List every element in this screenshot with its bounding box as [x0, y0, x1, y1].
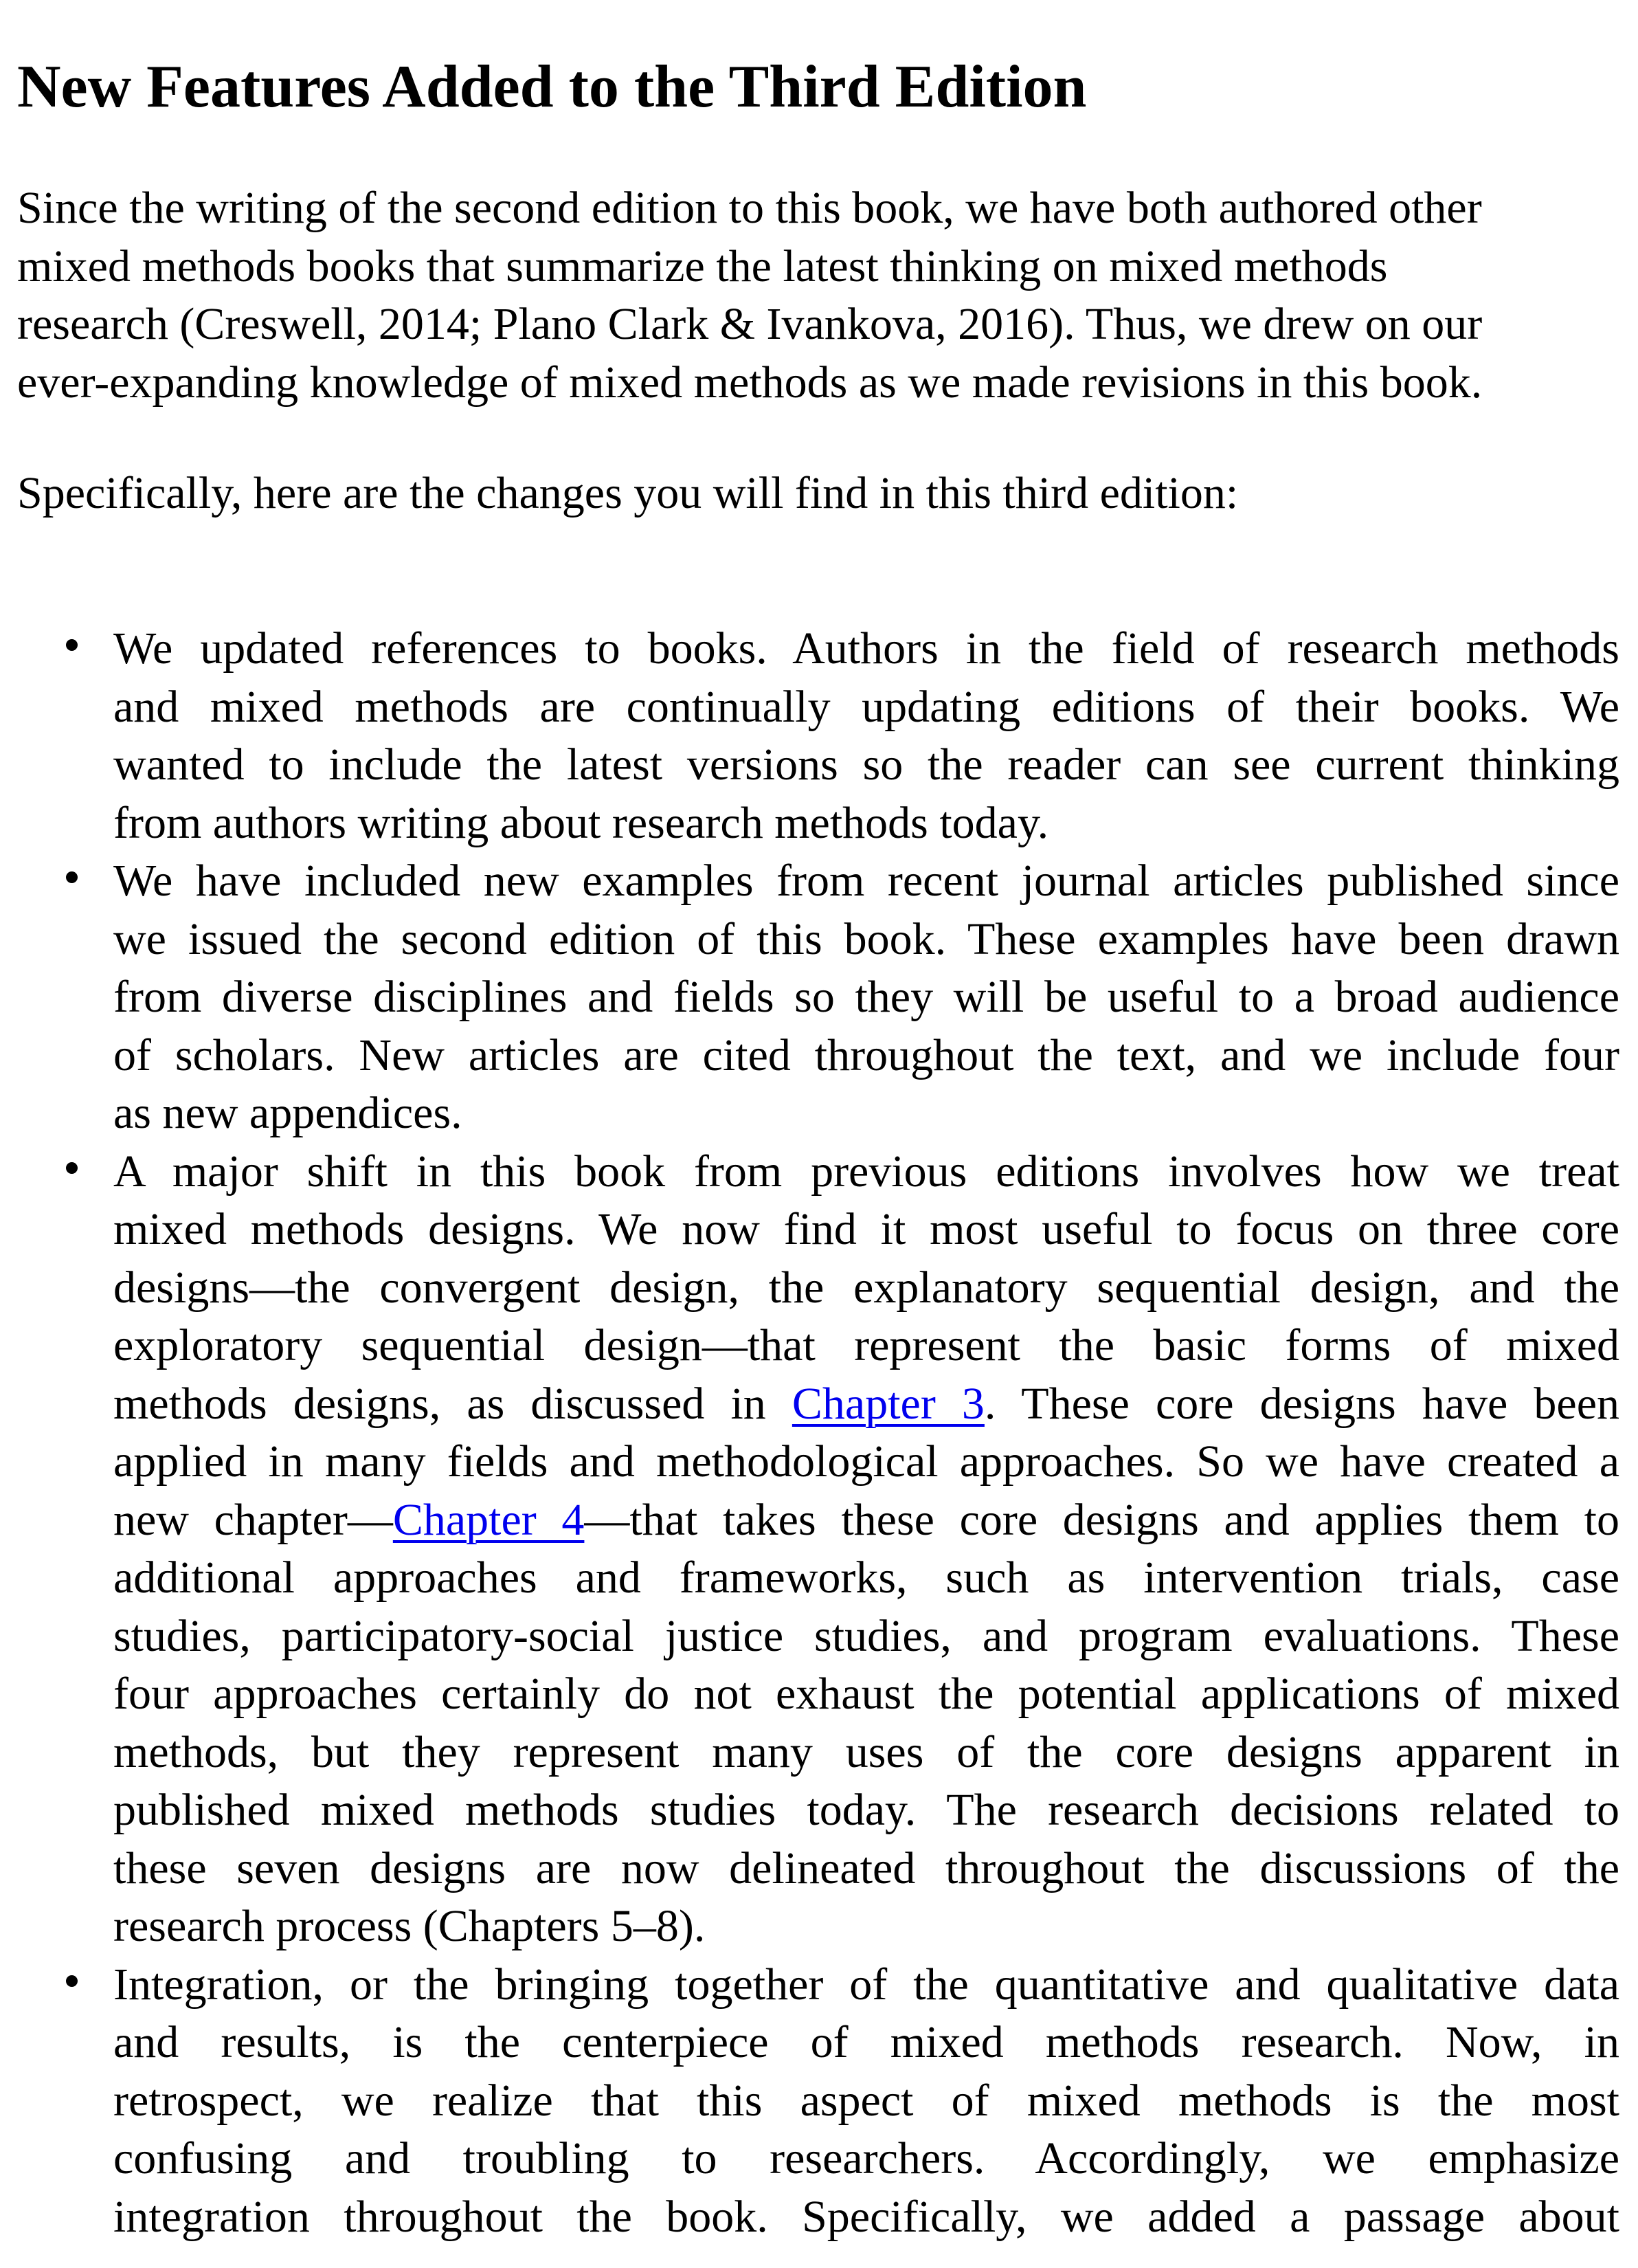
text-line: studies, participatory-social justice studies, and program evaluations. These	[113, 1610, 1619, 1661]
text-segment: —that takes these core designs and applies them to	[584, 1494, 1619, 1545]
bullet-icon	[66, 871, 78, 883]
text-line: of scholars. New articles are cited throughout the text, and we include four	[113, 1030, 1619, 1080]
text-line: from authors writing about research methods today.	[113, 797, 1049, 848]
text-line: wanted to include the latest versions so the reader can see current thinking	[113, 740, 1619, 790]
bullet-icon	[66, 1975, 78, 1987]
text-line: published mixed methods studies today. The research decisions related to	[113, 1785, 1619, 1835]
lead-paragraph	[17, 465, 1625, 523]
text-line: A major shift in this book from previous editions involves how we treat	[113, 1146, 1619, 1197]
bullet-icon	[66, 639, 78, 651]
chapter-4-link[interactable]: Chapter 4	[392, 1494, 585, 1545]
text-line	[113, 1375, 1619, 1434]
intro-line: Since the writing of the second edition to this book, we have both authored other	[17, 183, 1482, 233]
text-line: these seven designs are now delineated throughout the discussions of the	[113, 1843, 1619, 1893]
text-line: applied in many fields and methodological approaches. So we have created a	[113, 1436, 1619, 1487]
intro-line: ever-expanding knowledge of mixed methods as we made revisions in this book.	[17, 357, 1483, 408]
text-segment: . These core designs have been	[984, 1378, 1619, 1429]
text-segment: new chapter—	[113, 1494, 393, 1545]
text-line: We updated references to books. Authors in the field of research methods	[113, 623, 1619, 674]
text-line	[113, 1491, 1619, 1550]
list-item-text	[113, 620, 1619, 852]
text-line: integration throughout the book. Specifically, we added a passage about	[113, 2191, 1619, 2242]
list-item-integration	[0, 1956, 1638, 2247]
list-item-text	[113, 852, 1619, 1143]
bullet-icon	[66, 1162, 78, 1174]
text-line: mixed methods designs. We now find it most useful to focus on three core	[113, 1204, 1619, 1254]
changes-list	[0, 620, 1638, 2246]
intro-line: mixed methods books that summarize the latest thinking on mixed methods	[17, 241, 1388, 291]
text-line: exploratory sequential design—that represent the basic forms of mixed	[113, 1320, 1619, 1370]
text-line: as new appendices.	[113, 1088, 462, 1138]
text-line: Integration, or the bringing together of the quantitative and qualitative data	[113, 1959, 1619, 2010]
text-line: additional approaches and frameworks, such as intervention trials, case	[113, 1553, 1619, 1603]
text-line: designs—the convergent design, the explanatory sequential design, and the	[113, 1262, 1619, 1313]
text-line: we issued the second edition of this book. These examples have been drawn	[113, 913, 1619, 964]
section-heading: New Features Added to the Third Edition	[17, 54, 1087, 120]
text-line: confusing and troubling to researchers. Accordingly, we emphasize	[113, 2133, 1619, 2183]
intro-line: research (Creswell, 2014; Plano Clark & Ivankova, 2016). Thus, we drew on our	[17, 299, 1483, 349]
text-line: four approaches certainly do not exhaust the potential applications of mixed	[113, 1669, 1619, 1719]
list-item-text	[113, 1143, 1619, 1956]
list-item-design-shift	[0, 1143, 1638, 1956]
list-item-text	[113, 1956, 1619, 2247]
text-line: from diverse disciplines and fields so they will be useful to a broad audience	[113, 972, 1619, 1022]
text-line: retrospect, we realize that this aspect of mixed methods is the most	[113, 2075, 1619, 2126]
chapter-3-link[interactable]: Chapter 3	[792, 1378, 985, 1429]
text-segment: methods designs, as discussed in	[113, 1378, 792, 1429]
list-item-updated-references	[0, 620, 1638, 852]
text-line: research process (Chapters 5–8).	[113, 1901, 706, 1951]
text-line: and mixed methods are continually updating editions of their books. We	[113, 681, 1619, 732]
list-item-new-examples	[0, 852, 1638, 1143]
intro-paragraph	[17, 179, 1625, 412]
text-line: We have included new examples from recent journal articles published since	[113, 856, 1619, 906]
lead-line: Specifically, here are the changes you will find in this third edition:	[17, 468, 1239, 518]
text-line: methods, but they represent many uses of the core designs apparent in	[113, 1726, 1619, 1777]
text-line: and results, is the centerpiece of mixed methods research. Now, in	[113, 2017, 1619, 2067]
